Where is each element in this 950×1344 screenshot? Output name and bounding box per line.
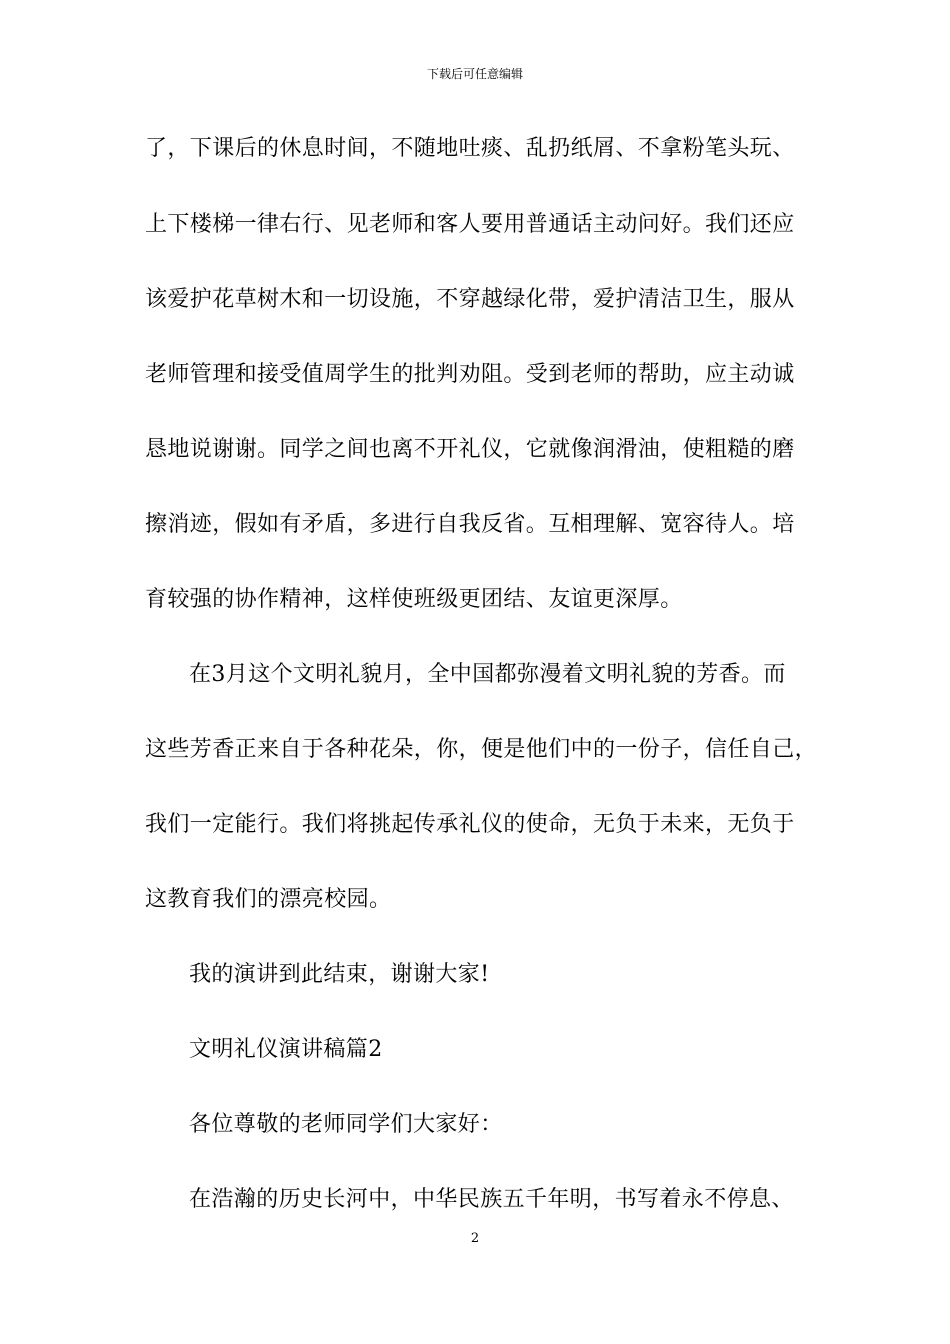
body-line: 我们一定能行。我们将挑起传承礼仪的使命，无负于未来，无负于: [145, 812, 795, 837]
body-line: 了，下课后的休息时间，不随地吐痰、乱扔纸屑、不拿粉笔头玩、: [145, 136, 795, 161]
body-line: 这教育我们的漂亮校园。: [145, 887, 392, 912]
page-number: 2: [470, 1231, 480, 1246]
section-title: 文明礼仪演讲稿篇2: [189, 1037, 383, 1062]
body-line: 这些芳香正来自于各种花朵，你，便是他们中的一份子，信任自己，: [145, 737, 818, 762]
body-line: 老师管理和接受值周学生的批判劝阻。受到老师的帮助，应主动诚: [145, 362, 795, 387]
body-line: 恳地说谢谢。同学之间也离不开礼仪，它就像润滑油，使粗糙的磨: [145, 437, 795, 462]
body-line: 该爱护花草树木和一切设施，不穿越绿化带，爱护清洁卫生，服从: [145, 287, 795, 312]
paragraph-first-line: 在浩瀚的历史长河中，中华民族五千年明，书写着永不停息、: [189, 1187, 794, 1212]
paragraph-first-line: 在3月这个文明礼貌月，全中国都弥漫着文明礼貌的芳香。而: [189, 662, 786, 687]
greeting-line: 各位尊敬的老师同学们大家好：: [189, 1112, 503, 1137]
body-line: 擦消迹，假如有矛盾，多进行自我反省。互相理解、宽容待人。培: [145, 512, 795, 537]
body-line: 上下楼梯一律右行、见老师和客人要用普通话主动问好。我们还应: [145, 212, 795, 237]
closing-line: 我的演讲到此结束，谢谢大家!: [189, 962, 490, 987]
page-header: 下载后可任意编辑: [426, 67, 523, 81]
body-line: 育较强的协作精神，这样使班级更团结、友谊更深厚。: [145, 587, 683, 612]
